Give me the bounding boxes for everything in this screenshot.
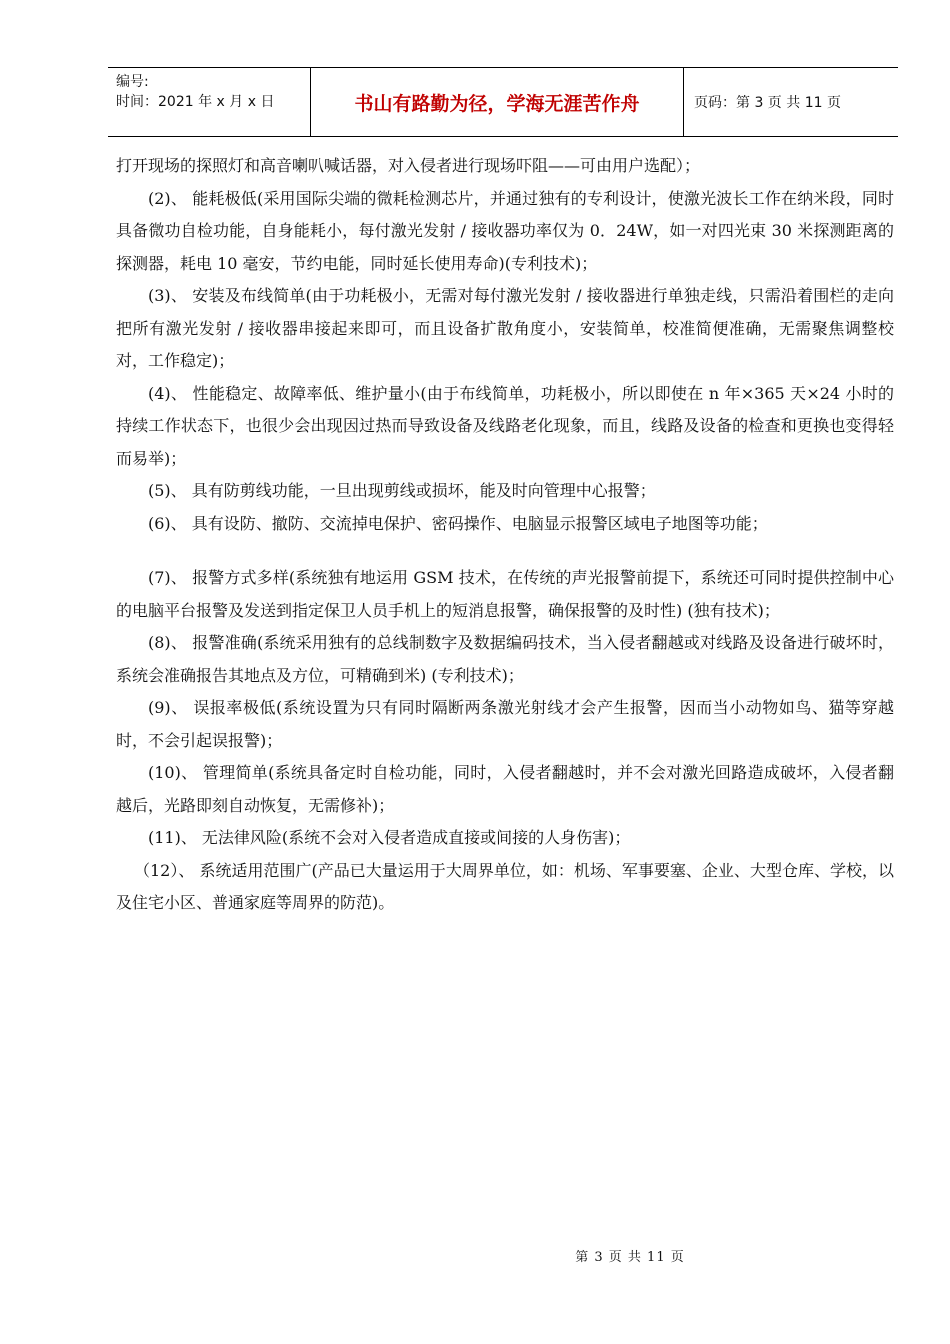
page-header <box>108 67 898 137</box>
document-number-label: 编号: <box>116 74 149 90</box>
paragraph-item-4: (4)、 性能稳定、故障率低、维护量小(由于布线简单，功耗极小，所以即使在 n 年×365 天×24 小时的持续工作状态下，也很少会出现因过热而导致设备及线路老化现象，而且，线路及设备的检查和更换也变得轻而易举)； <box>116 383 894 468</box>
paragraph-continuation: 打开现场的探照灯和高音喇叭喊话器，对入侵者进行现场吓阻——可由用户选配）； <box>116 156 701 175</box>
paragraph-item-2: (2)、 能耗极低(采用国际尖端的微耗检测芯片，并通过独有的专利设计，使激光波长工作在纳米段，同时具备微功自检功能，自身能耗小，每付激光发射 / 接收器功率仅为 0．24W，如一对四光束 30 米探测距离的探测器，耗电 10 毫安，节约电能，同时延长使用寿命)(专利技术)； <box>116 188 894 273</box>
paragraph-item-6: (6)、 具有设防、撤防、交流掉电保护、密码操作、电脑显示报警区域电子地图等功能； <box>148 513 768 533</box>
paragraph-item-3: (3)、 安装及布线简单(由于功耗极小，无需对每付激光发射 / 接收器进行单独走线，只需沿着围栏的走向把所有激光发射 / 接收器串接起来即可，而且设备扩散角度小，安装简单，校准简便准确，无需聚焦调整校对，工作稳定)； <box>116 286 894 370</box>
footer-page-number: 第 3 页 共 11 页 <box>575 1250 685 1265</box>
paragraph-item-12: （12）、 系统适用范围广(产品已大量运用于大周界单位，如：机场、军事要塞、企业、大型仓库、学校，以及住宅小区、普通家庭等周界的防范)。 <box>116 860 894 912</box>
document-body <box>116 150 894 920</box>
paragraph-gap <box>116 540 894 562</box>
paragraph-item-5: (5)、 具有防剪线功能，一旦出现剪线或损坏，能及时向管理中心报警； <box>148 481 656 500</box>
paragraph-item-10: (10)、 管理简单(系统具备定时自检功能，同时，入侵者翻越时，并不会对激光回路造成破坏，入侵者翻越后，光路即刻自动恢复，无需修补)； <box>116 763 894 815</box>
paragraph-item-9: (9)、 误报率极低(系统设置为只有同时隔断两条激光射线才会产生报警，因而当小动物如鸟、猫等穿越时，不会引起误报警)； <box>116 698 894 750</box>
header-motto: 书山有路勤为径，学海无涯苦作舟 <box>311 68 684 136</box>
paragraph-item-11: (11)、 无法律风险(系统不会对入侵者造成直接或间接的人身伤害)； <box>148 828 631 847</box>
document-time-label: 时间：2021 年 x 月 x 日 <box>116 94 275 110</box>
page-footer <box>0 1246 950 1265</box>
paragraph-item-7: (7)、 报警方式多样(系统独有地运用 GSM 技术，在传统的声光报警前提下，系统还可同时提供控制中心的电脑平台报警及发送到指定保卫人员手机上的短消息报警，确保报警的及时性) (独有技术)； <box>116 568 894 620</box>
header-page-code: 页码：第 3 页 共 11 页 <box>694 95 841 111</box>
header-meta <box>108 68 311 136</box>
paragraph-item-8: (8)、 报警准确(系统采用独有的总线制数字及数据编码技术，当入侵者翻越或对线路及设备进行破坏时，系统会准确报告其地点及方位，可精确到米) (专利技术)； <box>116 633 894 685</box>
